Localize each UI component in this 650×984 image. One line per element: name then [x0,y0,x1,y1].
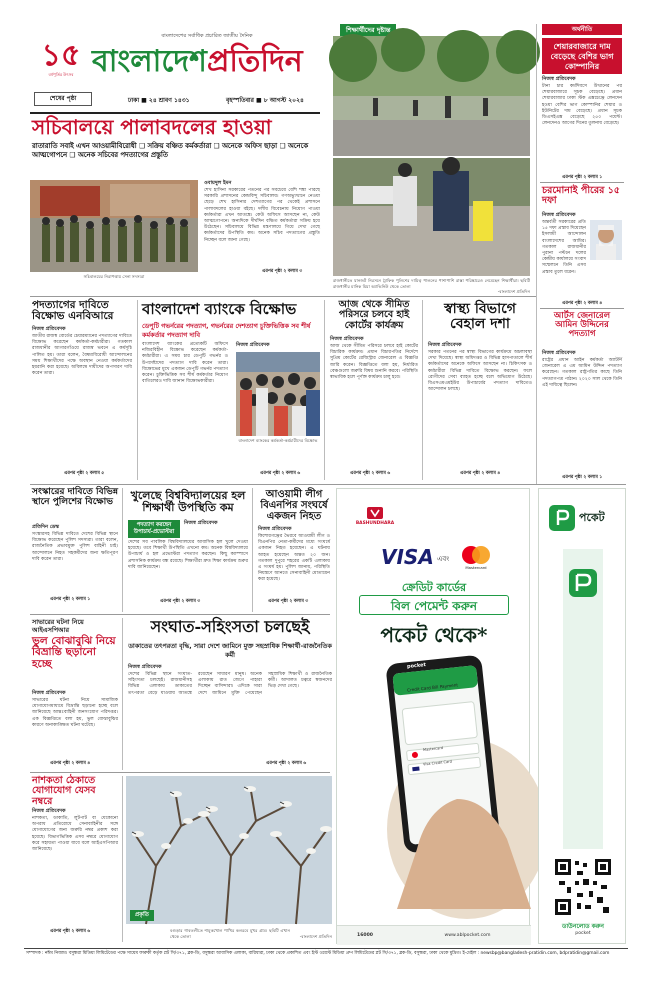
row2-s1-body: জাতীয় রাজস্ব বোর্ডের চেয়ারম্যানের পদত্যাগের দাবিতে বিক্ষোভ করেছেন কর্মকর্তা-কর্মচারীরা। গতকাল রাজধানীর আগারগাঁওয়ে রাজস্ব ভবনে এ কর্মসূচি পালিত হয়। তারা বলেন, বৈষম্যবিরোধী আন্দোলনের সময় শিক্ষার্থীদের পক্ষে অবস্থান নেওয়া কর্মকর্তাদের হয়রানি করা হয়েছে। অবিলম্বে দায়ীদের অপসারণ দাবি করেন তারা। [32,334,132,377]
row2-s4-byline: নিজস্ব প্রতিবেদক [428,342,462,348]
masthead [30,24,320,110]
row4-s2-body: দেশের বিভিন্ন স্থানে সংঘাত-সহিংসতা চলছেই। রাজধানীসহ বিভিন্ন এলাকায় ডাকাতের তৎপরতা বেড়ে যাওয়ায় আতঙ্কে রয়েছেন সাধারণ মানুষ। অনেক এলাকায় রাত জেগে পাহারা দিচ্ছেন বাসিন্দারা। এদিকে সারা দেশে জামিনে মুক্তি পেয়েছেন সহস্রাধিক শিক্ষার্থী ও রাজনৈতিক কর্মী। আদালত চত্বরে স্বজনদের ভিড় দেখা গেছে। [128,672,332,696]
row3-s2-body: দেশের সব পাবলিক বিশ্ববিদ্যালয়ের আবাসিক হল খুলে দেওয়া হয়েছে। তবে শিক্ষার্থী উপস্থিতি এখনো কম। অনেক বিশ্ববিদ্যালয়ে উপাচার্য ও হল প্রভোস্টরা পদত্যাগ করছেন। কিছু ক্যাম্পাসে প্রশাসনিক কার্যক্রম বন্ধ রয়েছে। শিক্ষার্থীরা দ্রুত শিক্ষা কার্যক্রম শুরুর দাবি জানিয়েছেন। [128,540,248,570]
lead-photo-secretariat [30,180,198,272]
row2-s4-headline: স্বাস্থ্য বিভাগে বেহাল দশা [444,301,516,333]
row5-photo-credit: -বাংলাদেশ প্রতিদিন [299,934,332,939]
right-story3-body: রাষ্ট্রের প্রধান আইন কর্মকর্তা অ্যাটর্নি জেনারেল এ এম আমিন উদ্দিন পদত্যাগ করেছেন। গতকাল রাষ্ট্রপতির কাছে তিনি পদত্যাগপত্র পাঠান। ২০২০ সাল থেকে তিনি এই দায়িত্বে ছিলেন। [542,358,622,388]
row5-photo-tag: প্রকৃতি [130,910,154,921]
row5-photo-caption: বগুড়ার গাবতলীতে শামুকখোল পাখির কলরবে মুখর গ্রাম। ছবিটি এখান থেকে তোলা [170,928,290,939]
hotline-number: 16000 [357,933,373,938]
lead-body: শেখ হাসিনা সরকারের পতনের পর সবচেয়ে বেশি শঙ্কা পারছে সরকারি প্রশাসনের কেন্দ্রবিন্দু সচিবালয়। গণঅভ্যুত্থানে নেওয়া ছেড়ে শেখ হাসিনার দেশত্যাগের পর থেকেই প্রশাসনে পালাবদলের হাওয়া বইছে। দলীয় বিবেচনায় নিয়োগ পাওয়া কর্মকর্তারা এখন আতঙ্কে। কেউ অফিসে আসছেন না, কেউ আত্মগোপনে। অন্যদিকে দীর্ঘদিন বঞ্চিত কর্মকর্তারা সক্রিয় হয়ে উঠেছেন। সচিবালয়ে বিভিন্ন মন্ত্রণালয়ে গিয়ে দেখা গেছে কর্মকর্তাদের উপস্থিতি কম। অনেক সচিব পদত্যাগের প্রস্তুতি নিচ্ছেন বলে জানা গেছে। [204,188,320,243]
right-story2-continue: এরপর পৃষ্ঠা ২ কলাম ৪ [562,301,603,306]
right-story3-byline: নিজস্ব প্রতিবেদক [542,350,576,356]
right-story2-byline: নিজস্ব প্রতিবেদক [542,212,576,218]
ad1-line1: ক্রেডিট কার্ডের [401,581,467,594]
and-text: এবং [437,555,450,563]
ad-pocket-app[interactable] [538,488,626,944]
dateline-day: বৃহস্পতিবার ■ ৮ আগস্ট ২০২৪ [226,97,304,104]
row2-s4-continue: এরপর পৃষ্ঠা ২ কলাম ৪ [460,471,501,476]
row3-s1-body: সংস্কারসহ বিভিন্ন দাবিতে দেশের বিভিন্ন স্থানে বিক্ষোভ করেছেন পুলিশ সদস্যরা। তারা বলেন, রাজনৈতিক প্রভাবমুক্ত পুলিশ বাহিনী চাই। আন্দোলনে নিহত সহকর্মীদের জন্য ক্ষতিপূরণ দাবি করেন তারা। [32,532,118,562]
mastercard-logo [459,545,493,571]
right-story2-body-more [542,272,622,302]
row3-s3-headline: আওয়ামী লীগ বিএনপির সংঘর্ষে একজন নিহত [260,489,328,522]
right-story2-portrait [590,220,622,260]
right-story3-continue: এরপর পৃষ্ঠা ২ কলাম ১ [562,475,603,480]
photo-top-caption: রাজধানীতে যানজট নিরসনে ট্রাফিক পুলিশের দায়িত্ব পালনের পাশাপাশি রাস্তা পরিষ্কারেও নেমেছেন শিক্ষার্থীরা। ছবিটি রাজধানীর মানিক মিয়া অ্যাভিনিউ থেকে তোলা [333,278,530,289]
row3-s3-continue: এরপর পৃষ্ঠা ২ কলাম ৩ [268,599,309,604]
row3-s3-byline: নিজস্ব প্রতিবেদক [258,526,292,532]
card-option-1: Mastercard [422,745,444,753]
row2-s2-deck: ডেপুটি গভর্নরের পদত্যাগ, গভর্নরের দেশত্যাগ চুক্তিভিত্তিক সব শীর্ষ কর্মকর্তার পদত্যাগ দাবি [142,322,311,339]
dateline: ঢাকা ■ ২৪ শ্রাবণ ১৪৩১ [128,97,190,104]
pocket-vertical-banner [559,549,607,849]
row5-s1-headline: নাশকতা ঠেকাতে যোগাযোগ যেসব নম্বরে [32,775,96,807]
anniversary-logo [36,40,86,80]
right-section-label: অর্থনীতি [542,24,622,35]
right-story3-headline: আর্টস জেনারেল আমিন উদ্দিনের পদত্যাগ [553,311,611,340]
title-tail: প্রতিদিন [206,44,303,79]
right-story1-body: টানা চার কর্মদিবসে উত্থানের পর শেয়ারবাজারে সূচক বেড়েছে। প্রধান শেয়ারবাজার ঢাকা স্টক এক্সচেঞ্জে লেনদেন হওয়া বেশির ভাগ কোম্পানির শেয়ার ও ইউনিটের দাম বেড়েছে। প্রধান সূচক ডিএসইএক্স বেড়েছে ২৫০ পয়েন্ট। লেনদেনও আগের দিনের তুলনায় বেড়েছে। [542,84,622,127]
row2-s1-continue: এরপর পৃষ্ঠা ২ কলাম ৫ [64,471,105,476]
row4-s1-body: সাভারের ঘটনা নিয়ে সামাজিক যোগাযোগমাধ্যমে বিভ্রান্তি ছড়ানো হচ্ছে বলে জানিয়েছে আন্তঃবাহিনী জনসংযোগ পরিদপ্তর। এক বিজ্ঞপ্তিতে বলা হয়, ভুল বোঝাবুঝির কারণে অনাকাঙ্ক্ষিত ঘটনা ঘটেছে। [32,698,118,728]
row2-s2-headline: বাংলাদেশ ব্যাংকে বিক্ষোভ [142,300,297,318]
title-main: বাংলাদেশ [92,44,207,79]
visa-logo: VISA [381,545,434,569]
row3-s2-headline: খুলেছে বিশ্ববিদ্যালয়ের হল শিক্ষার্থী উপস্থিতি কম [130,489,246,514]
row2-s3-body: আজ থেকে সীমিত পরিসরে চলবে হাই কোর্টের বিচারিক কার্যক্রম। প্রধান বিচারপতির নির্দেশে সুপ্রিম কোর্টের রেজিস্ট্রার জেনারেল এ বিজ্ঞপ্তি জারি করেন। বিজ্ঞপ্তিতে বলা হয়, নির্ধারিত বেঞ্চগুলো জরুরি বিষয় শুনানি করবে। পরিস্থিতি স্বাভাবিক হলে পূর্ণাঙ্গ কার্যক্রম চালু হবে। [330,344,418,381]
row4-s2-headline: সংঘাত-সহিংসতা চলছেই [150,617,310,636]
row4-s2-continue: এরপর পৃষ্ঠা ২ কলাম ৬ [266,761,307,766]
row3-s1-byline: প্রতিদিন ডেস্ক [32,524,60,530]
row5-photo-birds [126,776,332,924]
download-text: ডাউনলোড করুন [562,923,604,930]
pocket-logo-icon [549,505,575,531]
ad1-footer [337,925,531,945]
lead-headline: সচিবালয়ে পালাবদলের হাওয়া [32,115,272,139]
pocket-brand: পকেট [579,511,605,524]
row2-s1-headline: পদত্যাগের দাবিতে বিক্ষোভ এনবিআরে [32,299,114,323]
lead-bullets: রাতারাতি সবাই এখন আওয়ামীবিরোধী ❑ সক্রিয় বঞ্চিত কর্মকর্তারা ❑ অনেকে অফিস ছাড়া ❑ অনেকে আত্মগোপনে ❑ অনেক সচিবের পদত্যাগের প্রস্তুতি [32,142,309,159]
row2-s1-byline: নিজস্ব প্রতিবেদক [32,326,66,332]
row2-s2-photo-protest [236,352,320,436]
row2-s2-caption: বাংলাদেশ ব্যাংকের কর্মকর্তা-কর্মচারীদের বিক্ষোভ [238,438,318,443]
row2-s2-body: বাংলাদেশ ব্যাংকের প্রত্যেকটি অফিসে নজিরবিহীন বিক্ষোভ করেছেন কর্মকর্তা-কর্মচারীরা। এ সময় চার ডেপুটি গভর্নর ও উপদেষ্টাদের পদত্যাগ দাবি করেন তারা। বিক্ষোভের মুখে একজন ডেপুটি গভর্নর পদত্যাগ করেন। চুক্তিভিত্তিক সব শীর্ষ কর্মকর্তার নিয়োগ বাতিলেরও দাবি জানান বিক্ষোভকারীরা। [142,342,228,385]
row4-s2-byline: নিজস্ব প্রতিবেদক [128,664,162,670]
ad-pocket-credit-card[interactable] [336,488,530,944]
row2-s2-byline: নিজস্ব প্রতিবেদক [236,342,270,348]
bashundhara-logo [355,507,395,529]
row2-s3-continue: এরপর পৃষ্ঠা ২ কলাম ৬ [350,471,391,476]
row3-s2-continue: এরপর পৃষ্ঠা ২ কলাম ৩ [160,599,201,604]
row3-s1-headline: সংস্কারের দাবিতে বিভিন্ন স্থানে পুলিশের বিক্ষোভ [32,487,118,507]
right-story1-byline: নিজস্ব প্রতিবেদক [542,76,576,82]
row4-s1-headline: সাভারের ঘটনা নিয়ে আইএসপিআর [32,618,84,634]
row2-s2-continue: এরপর পৃষ্ঠা ২ কলাম ৬ [260,471,301,476]
row5-s1-continue: এরপর পৃষ্ঠা ২ কলাম ৬ [50,929,91,934]
row2-s3-byline: নিজস্ব প্রতিবেদক [330,336,364,342]
right-story2-body: অন্তর্বর্তী সরকারের প্রতি ১৫ দফা প্রস্তাব দিয়েছেন ইসলামী আন্দোলন বাংলাদেশের আমির। গতকাল রাজধানীর পুরানা পল্টনে দলের কেন্দ্রীয় কার্যালয়ে সংবাদ সম্মেলনে তিনি এসব প্রস্তাব তুলে ধরেন। [542,220,586,275]
row3-s2-byline: নিজস্ব প্রতিবেদক [184,520,218,526]
ad1-line2: বিল পেমেন্ট করুন [359,595,509,615]
row2-s4-body: সরকার পতনের পর স্বাস্থ্য বিভাগের কার্যক্রমে অচলাবস্থা দেখা দিয়েছে। স্বাস্থ্য অধিদপ্তর ও বিভিন্ন হাসপাতালে শীর্ষ কর্মকর্তাদের অনেকে অফিসে আসছেন না। চিকিৎসক ও কর্মচারীরা বিভিন্ন দাবিতে বিক্ষোভ করছেন। ফলে রোগীদের সেবা ব্যাহত হচ্ছে বলে অভিযোগ উঠেছে। বিএসএমএমইউর উপাচার্যের পদত্যাগ দাবিতেও আন্দোলন চলছে। [428,350,532,393]
right-story2-headline: চরমোনাই পীরের ১৫ দফা [542,185,620,207]
row4-s1-continue: এরপর পৃষ্ঠা ২ কলাম ৪ [50,761,91,766]
ad1-line3: পকেট থেকে* [380,623,488,647]
imprint-footer: সম্পাদক : নঈম নিজাম। বসুন্ধরা মিডিয়া লিমিটেডের পক্ষে সায়েম ফারুকী কর্তৃক প্লট সি/৩৭১, ব্লক-ডি, বসুন্ধরা আবাসিক এলাকা, বারিধারা, ঢাকা থেকে প্রকাশিত এবং ইস্ট ওয়েস্ট মিডিয়া গ্রুপ লিমিটেডের প্লট সি/৩৭১, ব্লক-ডি, বসুন্ধরা, ঢাকা থেকে মুদ্রিত। ই-মেইল : newsbp@bangladesh-pratidin.com, bdpratidin@gmail.com [26,951,610,956]
photo-top-label: শিক্ষার্থীদের দৃষ্টান্ত [340,24,396,36]
row4-s2-deck: ডাকাতের তৎপরতা বৃদ্ধি, সারা দেশে জামিনে মুক্ত সহস্রাধিক শিক্ষার্থী-রাজনৈতিক কর্মী [128,642,332,659]
card-option-2: Visa Credit Card [422,759,453,767]
pocket-brand-en: pocket [575,931,591,936]
website-link[interactable]: www.ablpocket.com [444,933,491,938]
anniversary-caption: বর্ষপূর্তির উৎসব [48,72,74,77]
mastercard-name: Mastercard [465,565,487,570]
anniversary-number: ১৫ [41,38,81,73]
row5-s1-body: নাশকতা, ডাকাতি, লুটপাট বা যেকোনো অপরাধ প্রতিরোধে সেনাবাহিনীর সঙ্গে যোগাযোগের জন্য জরুরি নম্বর প্রকাশ করা হয়েছে। বিভাগভিত্তিক এসব নম্বরে যোগাযোগ করে সহায়তা পাওয়া যাবে বলে আইএসপিআর জানিয়েছে। [32,816,118,853]
qr-code[interactable] [553,857,613,917]
row4-s1-subhead: ভুল বোঝাবুঝি নিয়ে বিভ্রান্তি ছড়ানো হচ্ছে [32,635,116,670]
right-story1-headline: শেয়ারবাজারে দাম বেড়েছে বেশির ভাগ কোম্পানির [542,38,622,74]
page-label: শেষের পৃষ্ঠা [34,92,92,106]
newspaper-title [92,42,327,82]
app-header-text: pocket [406,662,427,670]
row3-s3-body: কিশোরগঞ্জের ভৈরবে আওয়ামী লীগ ও বিএনপির নেতা-কর্মীদের মধ্যে সংঘর্ষে একজন নিহত হয়েছেন। এ ঘটনায় আহত হয়েছেন অন্তত ২০ জন। গতকাল দুপুরে শহরের একটি এলাকায় এ সংঘর্ষ হয়। পুলিশ জানায়, পরিস্থিতি নিয়ন্ত্রণে আনতে সেনাবাহিনী মোতায়েন করা হয়েছে। [258,534,330,583]
masthead-tagline: বাংলাদেশের সর্বাধিক প্রচারিত জাতীয় দৈনিক [161,33,253,39]
card-bill-label: Credit Card Bill Payment [406,682,459,693]
photo-top-credit: -বাংলাদেশ প্রতিদিন [497,289,530,294]
row4-s1-byline: নিজস্ব প্রতিবেদক [32,690,66,696]
right-story1-continue: এরপর পৃষ্ঠা ২ কলাম ১ [562,175,603,180]
lead-byline: ওবায়দুল ইমন [204,180,232,186]
photo-top-students [333,36,530,276]
row3-s1-continue: এরপর পৃষ্ঠা ২ কলাম ১ [50,597,91,602]
bashundhara-name: BASHUNDHARA [355,521,395,526]
lead-continue: এরপর পৃষ্ঠা ২ কলাম ৩ [262,269,303,274]
row2-s3-headline: আজ থেকে সীমিত পরিসরে চলবে হাই কোর্টের কার্যক্রম [338,299,410,331]
row3-s2-tag: পদত্যাগ করছেন উপাচার্য-প্রভোস্টরা [128,520,180,538]
row5-s1-byline: নিজস্ব প্রতিবেদক [32,808,66,814]
lead-photo-caption: সচিবালয়ের নিরাপত্তায় সেনা সদস্যরা [83,274,145,279]
